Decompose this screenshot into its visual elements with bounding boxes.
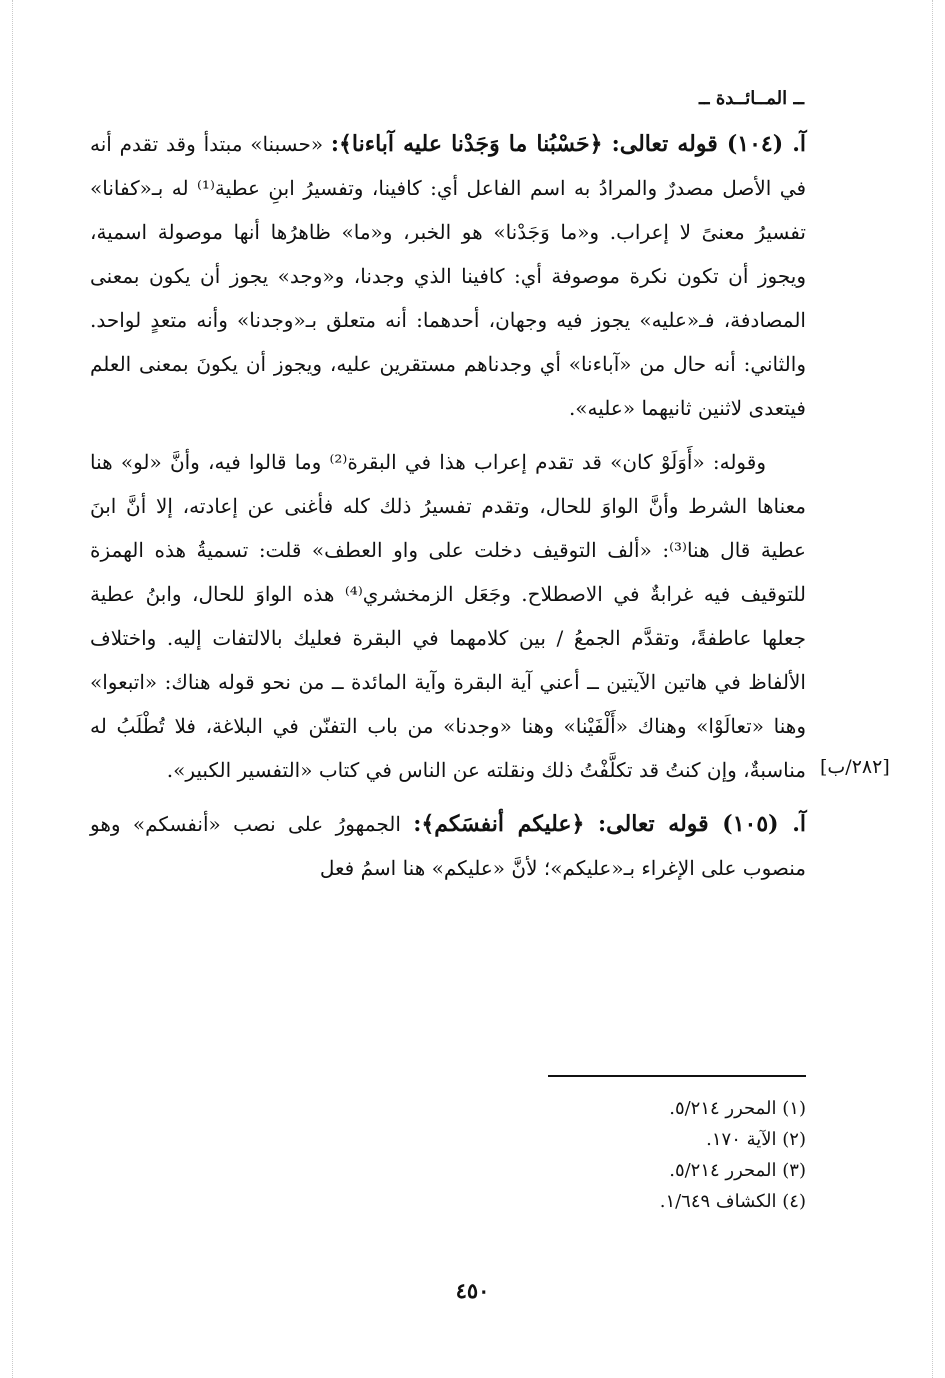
scan-edge-left bbox=[12, 0, 13, 1378]
footnotes bbox=[460, 1093, 806, 1217]
footnote-item: (٣) المحرر ٥/٢١٤. bbox=[669, 1160, 806, 1181]
paragraph-commentary bbox=[90, 440, 806, 792]
footnote-item: (٢) الآية ١٧٠. bbox=[706, 1129, 806, 1150]
footnote-item: (١) المحرر ٥/٢١٤. bbox=[669, 1098, 806, 1119]
verse-heading-104: آ. (١٠٤) قوله تعالى: ﴿حَسْبُنا ما وَجَدْنا عليه آباءنا﴾: bbox=[330, 131, 807, 157]
scan-edge-right bbox=[932, 0, 933, 1378]
paragraph-verse-104 bbox=[90, 122, 806, 430]
verse-heading-105: آ. (١٠٥) قوله تعالى: ﴿عليكم أنفسَكم﴾: bbox=[413, 811, 806, 837]
manuscript-folio-marker: [٢٨٢/ب] bbox=[820, 756, 890, 778]
footnote-separator bbox=[548, 1075, 806, 1077]
paragraph-text: الجمهورُ على نصب «أنفسكم» وهو منصوب على الإغراء بـ«عليكم»؛ لأنَّ «عليكم» هنا اسمُ فعل bbox=[90, 812, 806, 880]
paragraph-text: «حسبنا» مبتدأ وقد تقدم أنه في الأصل مصدرٌ والمرادُ به اسم الفاعل أي: كافينا، وتفسيرُ ابنِ عطية⁽¹⁾ له بـ«كفانا» تفسيرُ معنىً لا إعراب. و«ما وَجَدْنا» هو الخبر، و«ما» ظاهرُها أنها موصولة اسمية، ويجوز أن تكون نكرة موصوفة أي: كافينا الذي وجدنا، و«وجد» يجوز أن يكون بمعنى المصادفة، فـ«عليه» يجوز فيه وجهان، أحدهما: أنه متعلق بـ«وجدنا» وأنه متعدٍ لواحد. والثاني: أنه حال من «آباءنا» أي وجدناهم مستقرين عليه، ويجوز أن يكونَ بمعنى العلم فيتعدى لاثنين ثانيهما «عليه». bbox=[90, 132, 807, 420]
running-head: ــ المــائــدة ــ bbox=[699, 88, 804, 109]
paragraph-verse-105 bbox=[90, 802, 806, 890]
page-number: ٤٥٠ bbox=[455, 1278, 490, 1303]
footnote-item: (٤) الكشاف ١/٦٤٩. bbox=[659, 1191, 806, 1212]
paragraph-text: وقوله: «أَوَلَوْ كان» قد تقدم إعراب هذا في البقرة⁽²⁾ وما قالوا فيه، وأنَّ «لو» هنا معناها الشرط وأنَّ الواوَ للحال، وتقدم تفسيرُ ذلك كله فأغنى عن إعادته، إلا أنَّ ابنَ عطية قال هنا⁽³⁾: «ألف التوقيف دخلت على واو العطف» قلت: تسميةُ هذه الهمزة للتوقيف فيه غرابةٌ في الاصطلاح. وجَعَل الزمخشري⁽⁴⁾ هذه الواوَ للحال، وابنُ عطية جعلها عاطفةً، وتقدَّم الجمعُ / بين كلامهما في البقرة فعليك بالالتفات إليه. واختلاف الألفاظ في هاتين الآيتين ــ أعني آية البقرة وآية المائدة ــ من نحو قوله هناك: «اتبعوا» وهنا «تعالَوْا» وهناك «أَلْفَيْنا» وهنا «وجدنا» من باب التفنّن في البلاغة، فلا تُطْلَبُ له مناسبةٌ، وإن كنتُ قد تكلَّفْتُ ذلك ونقلته عن الناس في كتاب «التفسير الكبير». bbox=[90, 450, 806, 782]
main-text bbox=[90, 122, 806, 890]
